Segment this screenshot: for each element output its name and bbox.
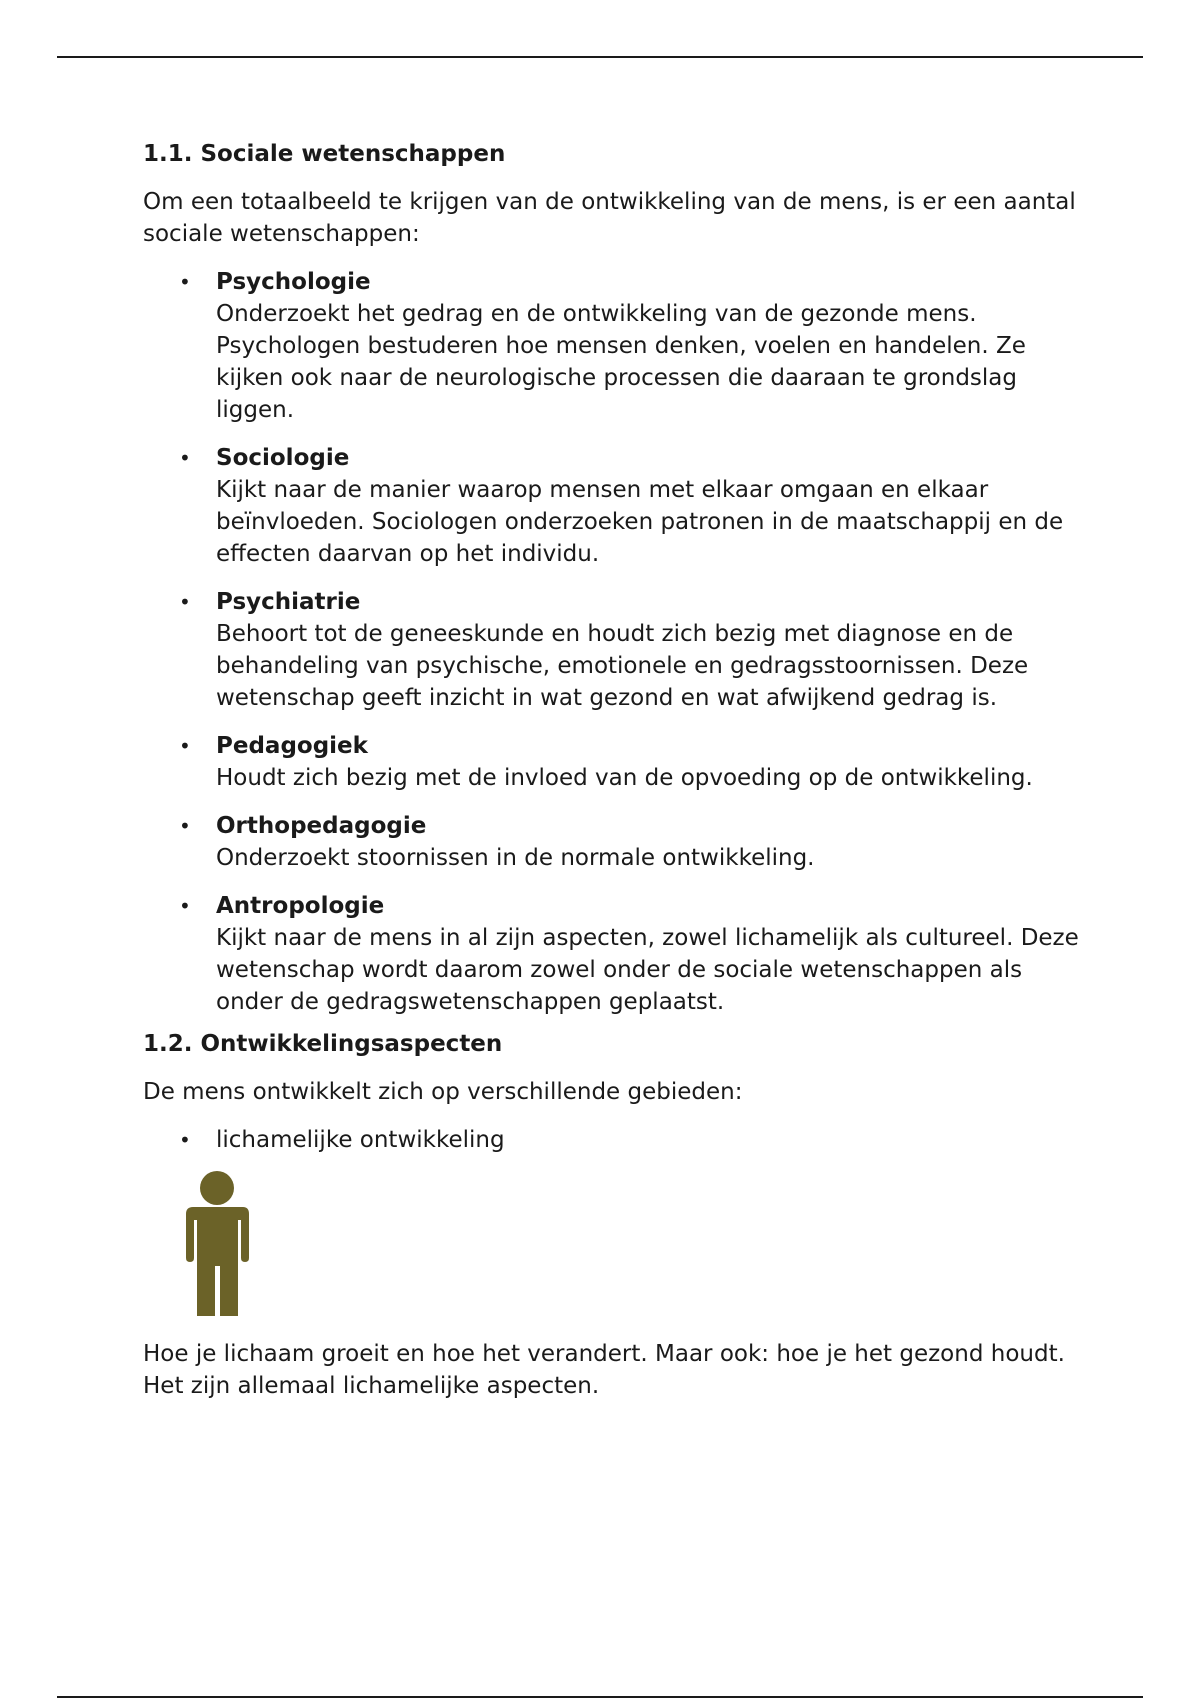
person-head: [200, 1171, 234, 1205]
term-label: Orthopedagogie: [216, 813, 427, 839]
sciences-list: [143, 266, 1083, 1018]
bullet: •: [179, 446, 191, 470]
term-label: Psychologie: [216, 269, 371, 295]
term-description: Kijkt naar de mens in al zijn aspecten, zowel lichamelijk als cultureel. Deze wetenschap wordt daarom zowel onder de sociale wetenschappen als onder de gedragswetenschappen geplaatst.: [216, 925, 1079, 1015]
term-label: Pedagogiek: [216, 733, 368, 759]
bullet: •: [179, 270, 191, 294]
term-label: Antropologie: [216, 893, 385, 919]
section-heading-ontwikkelingsaspecten: 1.2. Ontwikkelingsaspecten: [143, 1031, 503, 1057]
aspect-label: lichamelijke ontwikkeling: [216, 1127, 505, 1153]
list-item-antropologie: [143, 890, 1083, 1018]
footer-rule: [57, 1696, 1143, 1698]
section-intro: Om een totaalbeeld te krijgen van de ontwikkeling van de mens, is er een aantal sociale wetenschappen:: [143, 189, 1076, 247]
bullet: •: [179, 1128, 191, 1152]
bullet: •: [179, 814, 191, 838]
term-description: Onderzoekt het gedrag en de ontwikkeling van de gezonde mens. Psychologen bestuderen hoe mensen denken, voelen en handelen. Ze kijken ook naar de neurologische processen die daaraan te grondslag liggen.: [216, 301, 1026, 423]
closing-paragraph: Hoe je lichaam groeit en hoe het verandert. Maar ook: hoe je het gezond houdt. Het zijn allemaal lichamelijke aspecten.: [143, 1341, 1065, 1399]
list-item-orthopedagogie: [143, 810, 1083, 874]
person-icon: [183, 1170, 253, 1316]
bullet: •: [179, 894, 191, 918]
list-item-psychologie: [143, 266, 1083, 426]
term-description: Onderzoekt stoornissen in de normale ontwikkeling.: [216, 845, 815, 871]
list-item-psychiatrie: [143, 586, 1083, 714]
bullet: •: [179, 590, 191, 614]
list-item-lichamelijke-ontwikkeling: [143, 1124, 1083, 1156]
section-heading-sociale-wetenschappen: 1.1. Sociale wetenschappen: [143, 141, 506, 167]
bullet: •: [179, 734, 191, 758]
term-description: Houdt zich bezig met de invloed van de opvoeding op de ontwikkeling.: [216, 765, 1033, 791]
list-item-pedagogiek: [143, 730, 1083, 794]
term-label: Sociologie: [216, 445, 350, 471]
term-label: Psychiatrie: [216, 589, 361, 615]
aspects-list: [143, 1124, 1083, 1156]
person-body: [186, 1207, 249, 1316]
term-description: Behoort tot de geneeskunde en houdt zich bezig met diagnose en de behandeling van psychische, emotionele en gedragsstoornissen. Deze wetenschap geeft inzicht in wat gezond en wat afwijkend gedrag is.: [216, 621, 1029, 711]
document-body: [143, 138, 1083, 1418]
section-intro: De mens ontwikkelt zich op verschillende gebieden:: [143, 1079, 743, 1105]
header-rule: [57, 56, 1143, 58]
person-figure: [183, 1170, 253, 1316]
list-item-sociologie: [143, 442, 1083, 570]
term-description: Kijkt naar de manier waarop mensen met elkaar omgaan en elkaar beïnvloeden. Sociologen onderzoeken patronen in de maatschappij en de effecten daarvan op het individu.: [216, 477, 1064, 567]
